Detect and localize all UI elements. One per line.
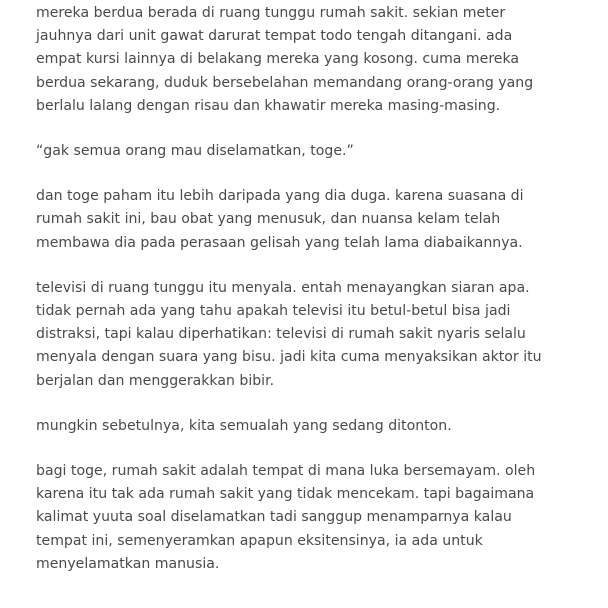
text-line: menyala dengan suara yang bisu. jadi kita cuma menyaksikan aktor itu: [36, 349, 542, 366]
paragraph-spacer: [36, 255, 608, 277]
text-line: karena itu tak ada rumah sakit yang tidak mencekam. tapi bagaimana: [36, 486, 535, 503]
text-line: membawa dia pada perasaan gelisah yang telah lama diabaikannya.: [36, 234, 523, 251]
text-line: berdua sekarang, duduk bersebelahan memandang orang-orang yang: [36, 74, 534, 91]
text-line: tempat ini, semenyeramkan apapun eksitensinya, ia ada untuk: [36, 532, 483, 549]
text-line: menyelamatkan manusia.: [36, 555, 220, 572]
paragraph-spacer: [36, 438, 608, 460]
paragraph-6: [36, 460, 608, 576]
paragraph-spacer: [36, 163, 608, 185]
text-line: dan toge paham itu lebih daripada yang dia duga. karena suasana di: [36, 188, 524, 205]
text-line: “gak semua orang mau diselamatkan, toge.”: [36, 143, 354, 160]
paragraph-4: [36, 277, 608, 393]
text-line: empat kursi lainnya di belakang mereka yang kosong. cuma mereka: [36, 51, 520, 68]
paragraph-1: [36, 2, 608, 118]
paragraph-5: [36, 415, 608, 438]
text-line: jauhnya dari unit gawat darurat tempat todo tengah ditangani. ada: [36, 28, 513, 45]
paragraph-2: [36, 140, 608, 163]
paragraph-spacer: [36, 118, 608, 140]
text-line: kalimat yuuta soal diselamatkan tadi sanggup menamparnya kalau: [36, 509, 512, 526]
text-line: tidak pernah ada yang tahu apakah televisi itu betul-betul bisa jadi: [36, 303, 511, 320]
paragraph-spacer: [36, 393, 608, 415]
text-line: rumah sakit ini, bau obat yang menusuk, dan nuansa kelam telah: [36, 211, 501, 228]
text-line: televisi di ruang tunggu itu menyala. entah menayangkan siaran apa.: [36, 279, 530, 296]
text-line: bagi toge, rumah sakit adalah tempat di mana luka bersemayam. oleh: [36, 463, 536, 480]
text-line: berlalu lalang dengan risau dan khawatir mereka masing-masing.: [36, 97, 501, 114]
text-line: mungkin sebetulnya, kita semualah yang sedang ditonton.: [36, 417, 452, 434]
text-line: berjalan dan menggerakkan bibir.: [36, 372, 275, 389]
text-line: mereka berdua berada di ruang tunggu rumah sakit. sekian meter: [36, 5, 506, 21]
text-line: distraksi, tapi kalau diperhatikan: televisi di rumah sakit nyaris selalu: [36, 326, 526, 343]
paragraph-3: [36, 185, 608, 255]
